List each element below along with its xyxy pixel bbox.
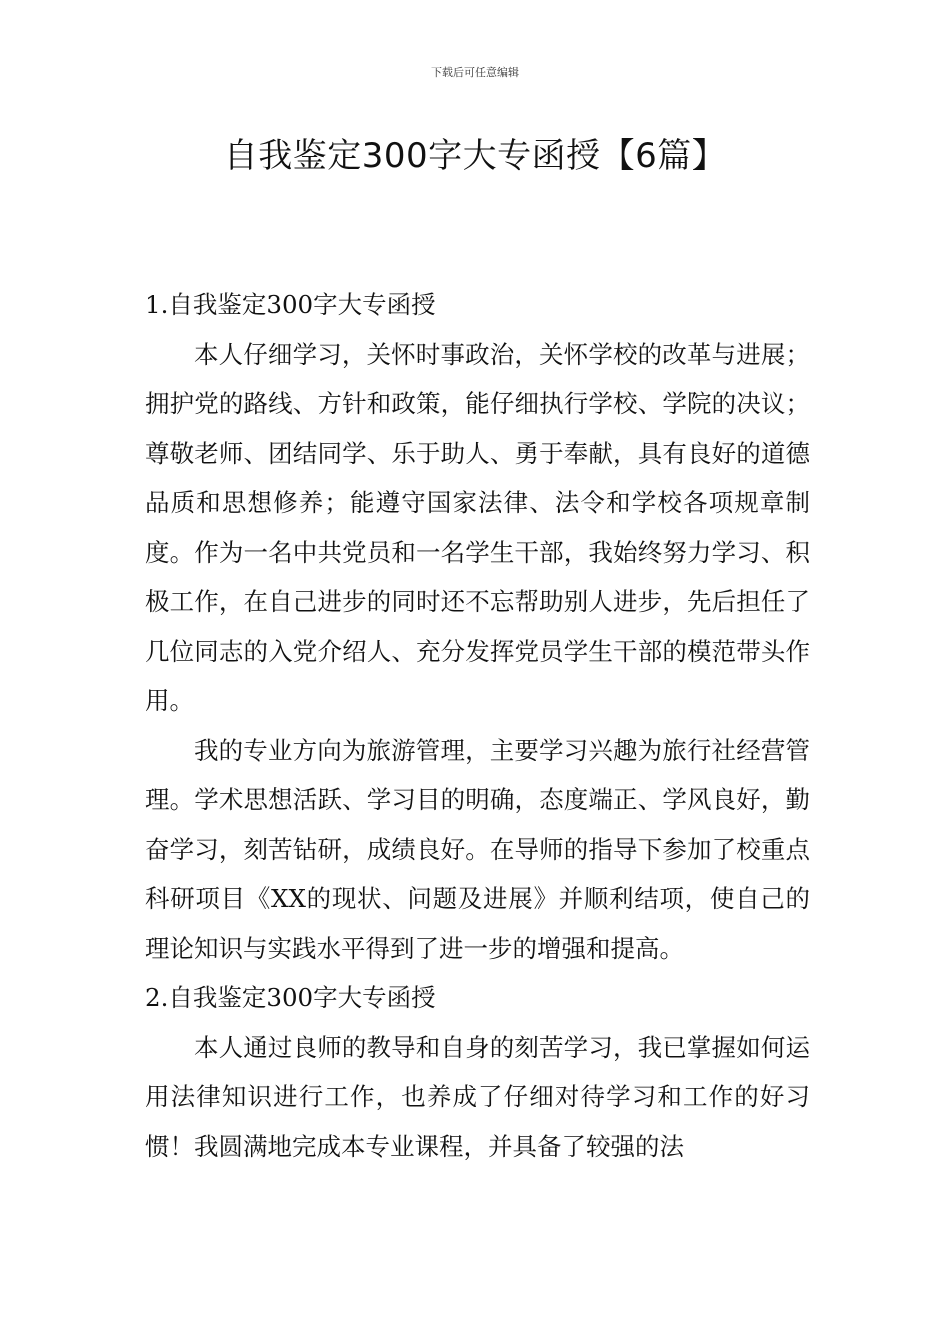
paragraph: 本人仔细学习，关怀时事政治，关怀学校的改革与进展；拥护党的路线、方针和政策，能仔细执行学校、学院的决议；尊敬老师、团结同学、乐于助人、勇于奉献，具有良好的道德品质和思想修养；能遵守国家法律、法令和学校各项规章制度。作为一名中共党员和一名学生干部，我始终努力学习、积极工作，在自己进步的同时还不忘帮助别人进步，先后担任了几位同志的入党介绍人、充分发挥党员学生干部的模范带头作用。 [145,339,810,715]
document-title: 自我鉴定300字大专函授【6篇】 [223,136,727,176]
paragraph: 我的专业方向为旅游管理，主要学习兴趣为旅行社经营管理。学术思想活跃、学习目的明确，态度端正、学风良好，勤奋学习，刻苦钻研，成绩良好。在导师的指导下参加了校重点科研项目《XX的现状、问题及进展》并顺利结项，使自己的理论知识与实践水平得到了进一步的增强和提高。 [145,735,810,963]
paragraph: 本人通过良师的教导和自身的刻苦学习，我已掌握如何运用法律知识进行工作，也养成了仔细对待学习和工作的好习惯！我圆满地完成本专业课程，并具备了较强的法 [145,1032,810,1161]
section-1 [145,280,810,973]
section-2 [145,973,810,1171]
section-heading: 2.自我鉴定300字大专函授 [145,983,436,1012]
section-heading: 1.自我鉴定300字大专函授 [145,290,436,319]
document-body [145,280,810,1171]
header-note: 下载后可任意编辑 [431,66,519,79]
